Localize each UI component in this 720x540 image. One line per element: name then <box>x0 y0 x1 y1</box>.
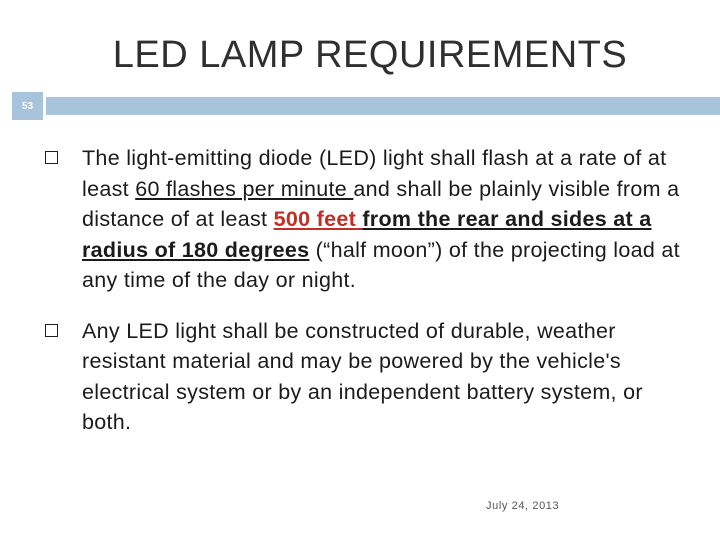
slide-title: LED LAMP REQUIREMENTS <box>112 34 628 76</box>
bullet-text <box>82 143 680 296</box>
bullet-list <box>40 143 680 458</box>
slide-number: 53 <box>21 100 34 112</box>
bullet-item <box>40 143 680 296</box>
checkbox-bullet-icon <box>45 324 58 337</box>
bullet-text-part: The light-emitting diode (LED) light shall flash at a rate of at least <box>82 146 667 201</box>
header-band <box>46 97 720 115</box>
footer-date: July 24, 2013 <box>486 500 560 512</box>
underlined-rate: 60 flashes per minute <box>135 176 354 201</box>
bullet-text: Any LED light shall be constructed of durable, weather resistant material and may be powered by the vehicle's electrical system or by an independent battery system, or both. <box>82 318 643 434</box>
bullet-text-part: and shall be plainly visible from a distance of at least <box>82 176 680 231</box>
checkbox-bullet-icon <box>45 151 58 164</box>
emphasis-radius: from the rear and sides at a radius of 180 degrees <box>82 207 652 262</box>
emphasis-distance: 500 feet <box>273 207 357 231</box>
slide-number-badge <box>12 92 43 120</box>
bullet-item <box>40 316 680 438</box>
bullet-text-part: (“half moon”) of the projecting load at any time of the day or night. <box>82 237 680 292</box>
